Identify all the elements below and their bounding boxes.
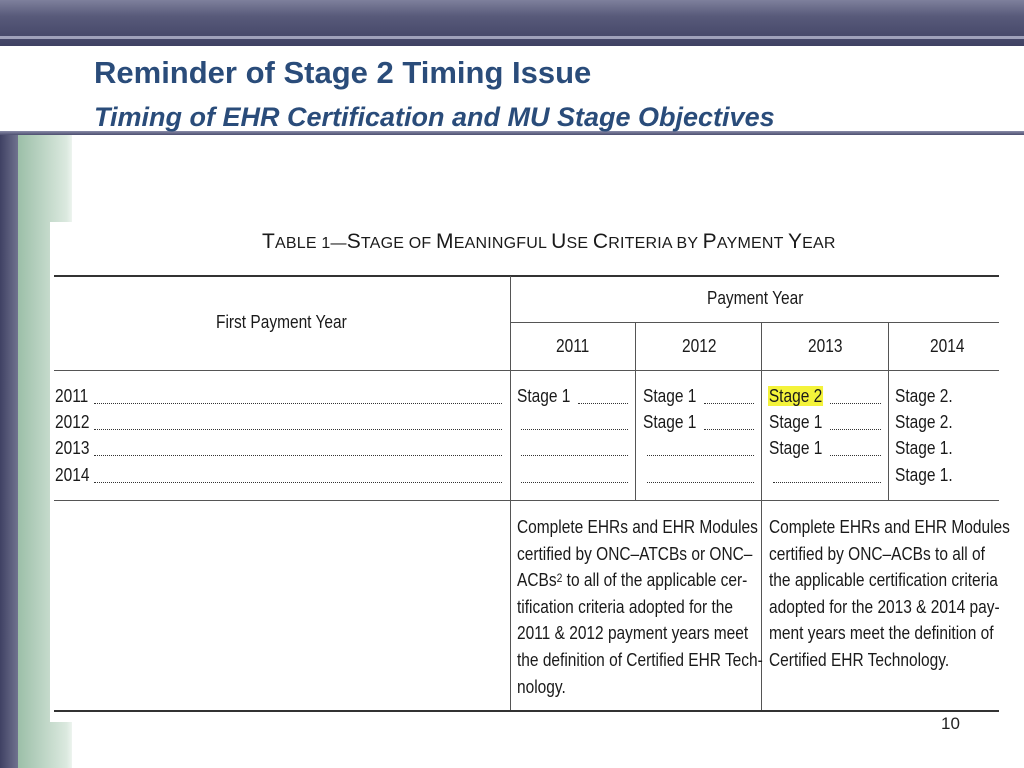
cell-2012-2014: Stage 2. [895, 412, 953, 432]
scanned-table-image [50, 222, 1010, 722]
table-title-part: EANINGFUL [453, 235, 552, 252]
table-title-part: TAGE OF [360, 235, 437, 252]
table-title-part: ABLE 1— [275, 235, 347, 252]
cell-2011-2013 [768, 383, 823, 410]
cell-2011-2014: Stage 2. [895, 386, 953, 406]
table-title-part: P [702, 230, 717, 253]
year-header-2012: 2012 [682, 336, 717, 356]
cell-2012-2013: Stage 1 [769, 412, 823, 432]
table-top-rule [54, 275, 999, 277]
slide-title: Reminder of Stage 2 Timing Issue [94, 55, 592, 90]
year-header-2011: 2011 [556, 336, 590, 356]
stage-2-highlight: Stage 2 [768, 386, 823, 406]
row-year-2012: 2012 [55, 412, 90, 432]
payment-year-rule [510, 322, 999, 323]
row-year-2014: 2014 [55, 465, 90, 485]
year-header-2013: 2013 [808, 336, 843, 356]
cell-2013-2013: Stage 1 [769, 438, 823, 458]
table-title-part: M [436, 230, 454, 253]
row-year-2013: 2013 [55, 438, 90, 458]
cell-2013-2014: Stage 1. [895, 438, 953, 458]
cell-2011-2012: Stage 1 [643, 386, 697, 406]
payment-year-header: Payment Year [707, 288, 804, 308]
table-title-part: EAR [802, 235, 836, 252]
cell-2011-2011: Stage 1 [517, 386, 571, 406]
header-bottom-rule [54, 370, 999, 371]
footnote-marker: 2 [556, 571, 563, 586]
table-bottom-rule [54, 710, 999, 712]
cell-2014-2014: Stage 1. [895, 465, 953, 485]
table-title-part: T [262, 230, 276, 253]
column-divider [510, 276, 511, 710]
top-banner [0, 0, 1024, 46]
year-header-2014: 2014 [930, 336, 965, 356]
note-2013-2014: Complete EHRs and EHR Modules certified by ONC–ACBs to all of the applicable certification criteria adopted for the 2013 & 2014 pay- ment years meet the definition of Certified EHR Technology. [769, 517, 1010, 670]
left-accent-bar [0, 135, 18, 768]
table-title-part: U [551, 230, 567, 253]
table-title-part: S [346, 230, 361, 253]
row-year-2011: 2011 [55, 386, 89, 406]
table-title-part: SE [566, 235, 593, 252]
table-title-part: Y [787, 230, 803, 253]
table-title-part: RITERIA BY [608, 235, 703, 252]
table-title [262, 230, 836, 254]
cell-2012-2012: Stage 1 [643, 412, 697, 432]
slide-subtitle: Timing of EHR Certification and MU Stage Objectives [94, 102, 775, 132]
note-2011-2012: Complete EHRs and EHR Modules certified by ONC–ATCBs or ONC– ACBs$^2$ to all of the applicable cer- tification criteria adopted for the 2011 & 2012 payment years meet the definition of Certified EHR Tech- nology. [517, 517, 763, 697]
table-title-part: AYMENT [716, 235, 788, 252]
table-title-part: C [592, 230, 609, 253]
body-rule [54, 500, 999, 501]
first-payment-year-header: First Payment Year [216, 312, 347, 332]
page-number: 10 [941, 714, 960, 733]
